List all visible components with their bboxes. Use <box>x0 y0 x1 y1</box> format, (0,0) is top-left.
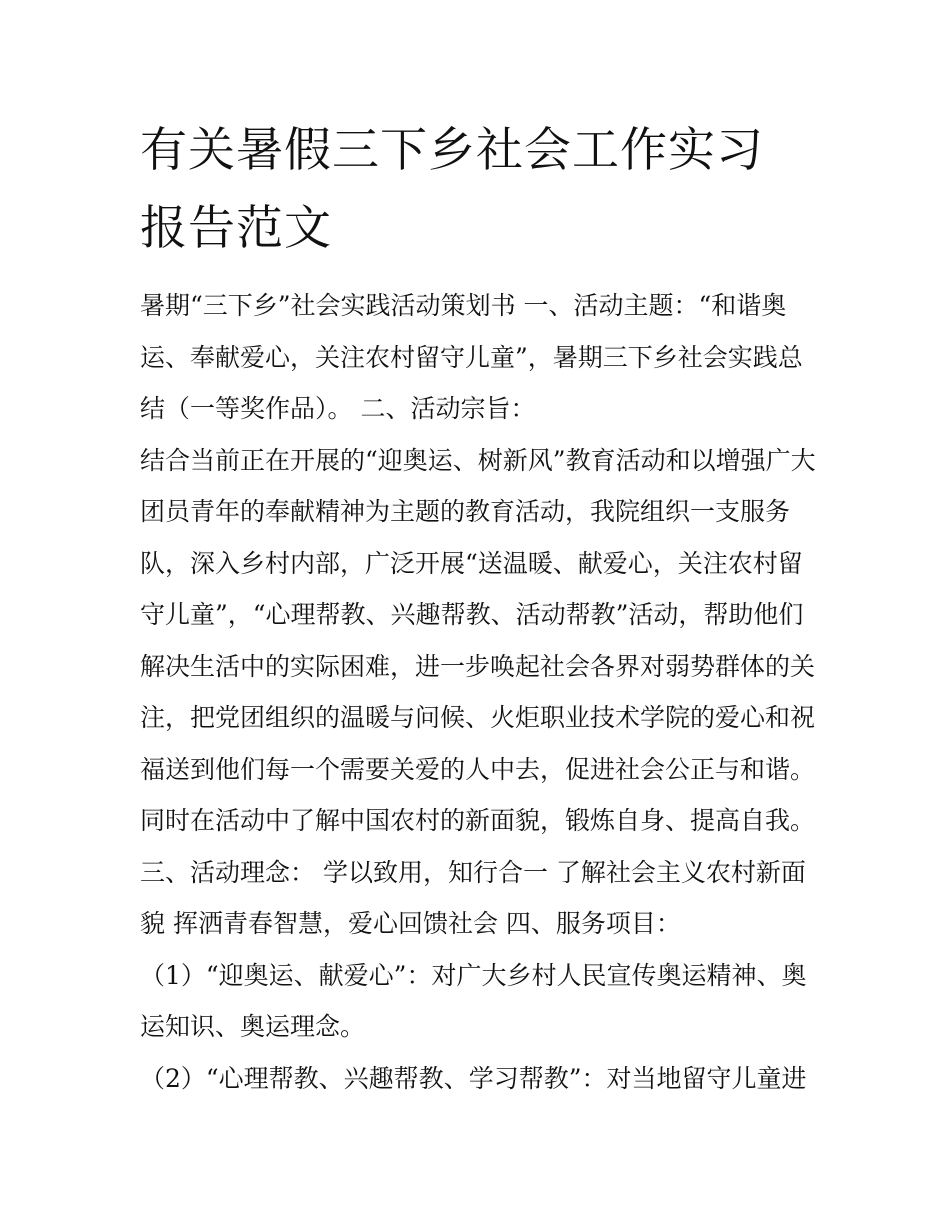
body-line: 暑期“三下乡”社会实践活动策划书 一、活动主题：“和谐奥 <box>140 291 787 320</box>
body-line: 解决生活中的实际困难，进一步唤起社会各界对弱势群体的关 <box>140 651 816 681</box>
body-line: 福送到他们每一个需要关爱的人中去，促进社会公正与和谐。 <box>140 754 816 784</box>
body-line: 运知识、奥运理念。 <box>140 1012 366 1041</box>
title-line: 有关暑假三下乡社会工作实习 <box>140 123 764 178</box>
document-body <box>140 280 830 1104</box>
body-line: （2）“心理帮教、兴趣帮教、学习帮教”：对当地留守儿童进 <box>140 1063 807 1093</box>
body-line: 守儿童”，“心理帮教、兴趣帮教、活动帮教”活动，帮助他们 <box>140 600 804 629</box>
body-line: 同时在活动中了解中国农村的新面貌，锻炼自身、提高自我。 <box>140 806 816 835</box>
body-line: （1）“迎奥运、献爱心”：对广大乡村人民宣传奥运精神、奥 <box>140 960 807 990</box>
document-title <box>140 112 820 268</box>
body-line: 结（一等奖作品）。 二、活动宗旨： <box>140 394 536 423</box>
body-line: 貌 挥洒青春智慧，爱心回馈社会 四、服务项目： <box>140 909 681 938</box>
body-line: 结合当前正在开展的“迎奥运、树新风”教育活动和以增强广大 <box>140 445 816 475</box>
body-line: 运、奉献爱心，关注农村留守儿童”，暑期三下乡社会实践总 <box>140 342 803 372</box>
body-line: 三、活动理念： 学以致用，知行合一 了解社会主义农村新面 <box>140 857 806 887</box>
body-line: 注，把党团组织的温暖与问候、火炬职业技术学院的爱心和祝 <box>140 703 816 732</box>
body-line: 团员青年的奉献精神为主题的教育活动，我院组织一支服务 <box>140 497 791 526</box>
body-line: 队，深入乡村内部，广泛开展“送温暖、献爱心，关注农村留 <box>140 548 803 578</box>
title-line: 报告范文 <box>140 201 332 256</box>
